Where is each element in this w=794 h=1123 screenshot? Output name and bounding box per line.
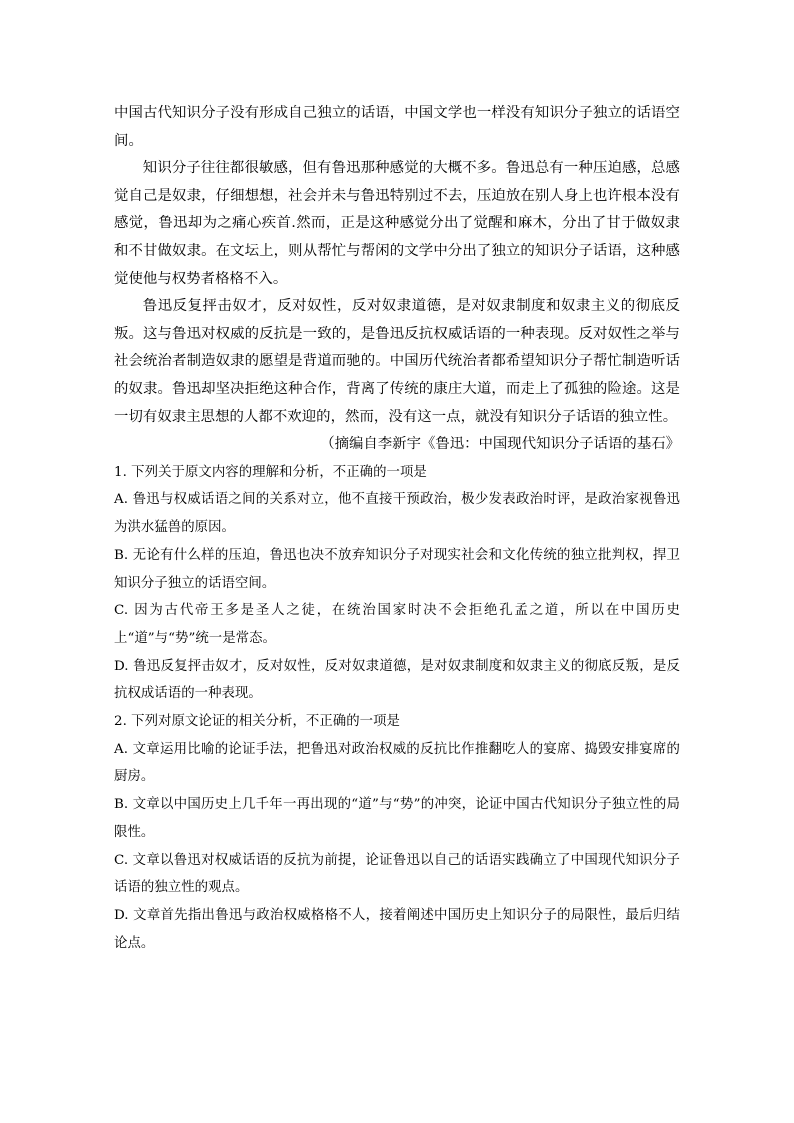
question-2-option-d: D. 文章首先指出鲁迅与政治权威格格不人，接着阐述中国历史上知识分子的局限性，最后归结论点。 [114,907,680,951]
question-1 [114,459,680,708]
question-2-option-a: A. 文章运用比喻的论证手法，把鲁迅对政治权威的反抗比作推翻吃人的宴席、捣毁安排宴席的厨房。 [114,741,680,785]
question-1-option-b: B. 无论有什么样的压迫，鲁迅也决不放弃知识分子对现实社会和文化传统的独立批判权，捍卫知识分子独立的话语空间。 [114,547,680,591]
passage-paragraph-0: 中国古代知识分子没有形成自己独立的话语，中国文学也一样没有知识分子独立的话语空间。 [114,105,680,149]
question-1-option-d: D. 鲁迅反复抨击奴才，反对奴性，反对奴隶道德，是对奴隶制度和奴隶主义的彻底反叛，是反抗权成话语的一种表现。 [114,658,680,702]
question-2-option-c: C. 文章以鲁迅对权威话语的反抗为前提，论证鲁迅以自己的话语实践确立了中国现代知识分子话语的独立性的观点。 [114,852,680,896]
question-2-option-b: B. 文章以中国历史上几千年一再出现的“道”与“势”的冲突，论证中国古代知识分子独立性的局限性。 [114,797,680,840]
question-2-stem: 2. 下列对原文论证的相关分析，不正确的一项是 [114,714,400,730]
document-page [114,100,680,957]
question-1-stem: 1. 下列关于原文内容的理解和分析，不正确的一项是 [114,464,427,480]
question-1-option-a: A. 鲁迅与权威话语之间的关系对立，他不直接干预政治，极少发表政治时评，是政治家视鲁迅为洪水猛兽的原因。 [114,492,680,536]
passage-paragraph-2: 鲁迅反复抨击奴才，反对奴性，反对奴隶道德，是对奴隶制度和奴隶主义的彻底反叛。这与鲁迅对权威的反抗是一致的，是鲁迅反抗权威话语的一种表现。反对奴性之举与社会统治者制造奴隶的愿望是背道而驰的。中国历代统治者都希望知识分子帮忙制造听话的奴隶。鲁迅却坚决拒绝这种合作，背离了传统的康庄大道，而走上了孤独的险途。这是一切有奴隶主思想的人都不欢迎的，然而，没有这一点，就没有知识分子话语的独立性。 [114,298,680,425]
question-1-option-c: C. 因为古代帝王多是圣人之徒，在统治国家时决不会拒绝孔孟之道，所以在中国历史上“道”与“势”统一是常态。 [114,603,680,646]
question-2 [114,708,680,957]
passage-source: （摘编自李新宇《鲁迅：中国现代知识分子话语的基石》 [320,436,680,453]
passage-paragraph-1: 知识分子往往都很敏感，但有鲁迅那种感觉的大概不多。鲁迅总有一种压迫感，总感觉自己是奴隶，仔细想想，社会并未与鲁迅特别过不去，压迫放在别人身上也许根本没有感觉，鲁迅却为之痛心疾首.然而，正是这种感觉分出了觉醒和麻木，分出了甘于做奴隶和不甘做奴隶。在文坛上，则从帮忙与帮闲的文学中分出了独立的知识分子话语，这种感觉使他与权势者格格不入。 [114,160,680,287]
